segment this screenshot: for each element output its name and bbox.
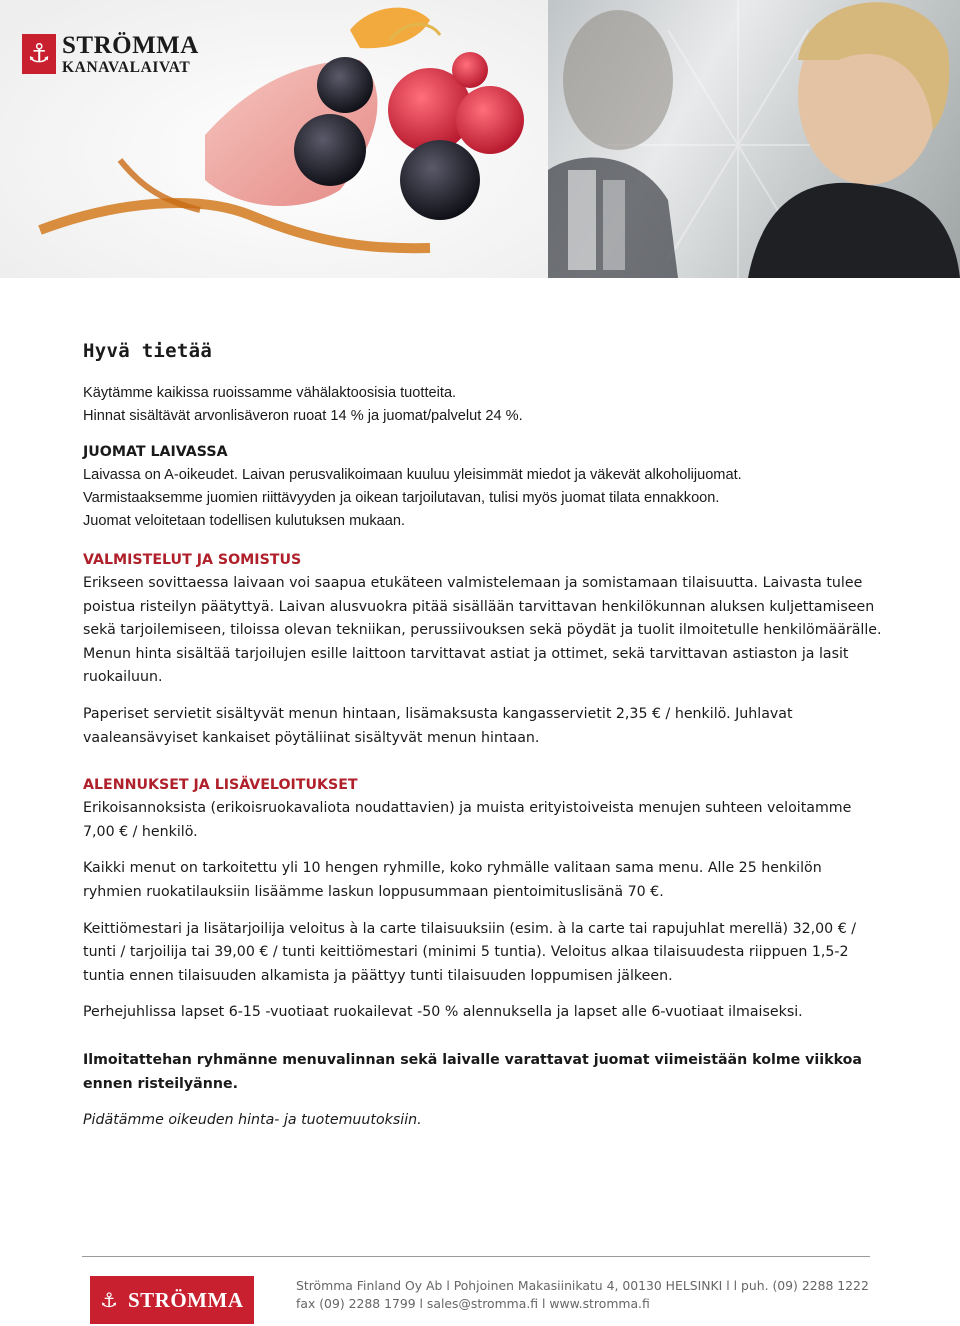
discounts-heading: ALENNUKSET JA LISÄVELOITUKSET <box>83 777 358 794</box>
discounts-paragraph-3: Keittiömestari ja lisätarjoilija veloitus à la carte tilaisuuksiin (esim. à la carte tai rapujuhlat merellä) 32,00 € / tunti / tarjoilija tai 39,00 € / tunti keittiömestari (minimi 5 tuntia). Veloitus alkaa tilaisuudesta riippuen 1,5-2 tuntia ennen tilaisuuden alkamista ja päättyy tunti tilaisuuden loppumisen jälkeen. <box>83 920 857 984</box>
discounts-paragraph-1: Erikoisannoksista (erikoisruokavaliota noudattavien) ja muista erityistoiveista menujen suhteen veloitamme 7,00 € / henkilö. <box>83 800 852 840</box>
logo-wordmark <box>62 33 199 76</box>
footer-address-line: Strömma Finland Oy Ab l Pohjoinen Makasiinikatu 4, 00130 HELSINKI l l puh. (09) 2288 1222 <box>296 1278 869 1293</box>
footer-contact-line: fax (09) 2288 1799 l sales@stromma.fi l www.stromma.fi <box>296 1296 650 1311</box>
hero-people-photo <box>548 0 960 278</box>
hero-dessert-photo <box>0 0 548 278</box>
prep-heading: VALMISTELUT JA SOMISTUS <box>83 552 302 568</box>
footer-contact <box>296 1277 869 1313</box>
prep-paragraph-2: Paperiset servietit sisältyvät menun hintaan, lisämaksusta kangasservietit 2,35 € / henkilö. Juhlavat vaaleansävyiset kankaiset pöytäliinat sisältyvät menun hintaan. <box>83 705 793 746</box>
anchor-icon: ⚓ <box>100 1288 118 1312</box>
intro-line-1: Käytämme kaikissa ruoissamme vähälaktoosisia tuotteita. <box>83 385 457 401</box>
stromma-kanavalaivat-logo <box>22 33 199 76</box>
prep-paragraph-1: Erikseen sovittaessa laivaan voi saapua etukäteen valmistelemaan ja somistamaan tilaisuutta. Laivasta tulee poistua risteilyn päätyttyä. Laivan alusvuokra pitää sisällään tarvittavan henkilökunnan aluksen kuljettamiseen sekä tarjoilemiseen, tiloissa olevan tekniikan, perussiivouksen sekä pöydät ja tuolit ilmoitetulle henkilömäärälle. Menun hinta sisältää tarjoilujen esille laittoon tarvittavat astiat ja ottimet, sekä tarvittavan astiaston ja lasit ruokailuun. <box>83 575 882 686</box>
drinks-heading: JUOMAT LAIVASSA <box>83 444 228 460</box>
discounts-paragraph-4: Perhejuhlissa lapset 6-15 -vuotiaat ruokailevat -50 % alennuksella ja lapset alle 6-vuotiaat ilmaiseksi. <box>83 1004 803 1021</box>
drinks-line-2: Varmistaaksemme juomien riittävyyden ja oikean tarjoilutavan, tulisi myös juomat tilata ennakkoon. <box>83 490 720 506</box>
info-section <box>83 340 883 1133</box>
logo-line-1: STRÖMMA <box>62 32 199 59</box>
footer-divider <box>82 1256 870 1257</box>
page-title: Hyvä tietää <box>83 340 213 362</box>
logo-line-2: KANAVALAIVAT <box>62 59 191 76</box>
intro-line-2: Hinnat sisältävät arvonlisäveron ruoat 14 % ja juomat/palvelut 24 %. <box>83 408 523 424</box>
anchor-icon: ⚓ <box>22 34 56 74</box>
people-illustration <box>548 0 960 278</box>
drinks-line-3: Juomat veloitetaan todellisen kulutuksen mukaan. <box>83 513 406 529</box>
drinks-line-1: Laivassa on A-oikeudet. Laivan perusvalikoimaan kuuluu yleisimmät miedot ja väkevät alkoholijuomat. <box>83 467 742 483</box>
order-notice: Ilmoitattehan ryhmänne menuvalinnan sekä laivalle varattavat juomat viimeistään kolme viikkoa ennen risteilyänne. <box>83 1051 862 1092</box>
discounts-paragraph-2: Kaikki menut on tarkoitettu yli 10 hengen ryhmille, koko ryhmälle valitaan sama menu. Alle 25 henkilön ryhmien ruokatilauksiin lisäämme laskun loppusummaan pientoimituslisänä 70 €. <box>83 860 822 900</box>
footer-logo-text: STRÖMMA <box>128 1287 244 1312</box>
disclaimer: Pidätämme oikeuden hinta- ja tuotemuutoksiin. <box>83 1112 422 1129</box>
footer-stromma-logo <box>90 1276 254 1324</box>
